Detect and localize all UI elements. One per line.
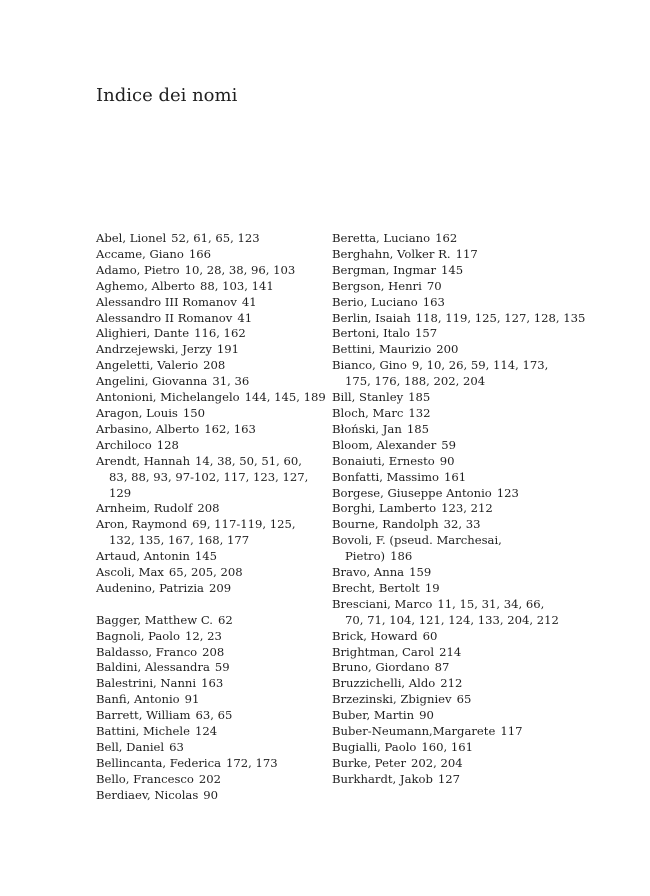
index-entry-name: Bill, Stanley — [332, 390, 404, 405]
index-column-right — [332, 231, 586, 788]
index-entry-pages: 62 — [217, 612, 233, 627]
index-entry-pages: 14, 38, 50, 51, 60, 83, 88, 93, 97-102, 117, 123, 127, 129 — [109, 453, 309, 500]
index-entry-name: Arnheim, Rudolf — [96, 501, 193, 516]
index-entry-name: Bagger, Matthew C. — [96, 612, 213, 627]
index-entry — [96, 454, 324, 502]
index-entry-name: Bravo, Anna — [332, 565, 405, 580]
index-entry-pages: 59 — [441, 437, 457, 452]
index-entry-name: Archiloco — [96, 437, 152, 452]
index-entry-name: Angelini, Giovanna — [96, 374, 208, 389]
index-entry-pages: 88, 103, 141 — [200, 278, 274, 293]
index-entry-name: Brecht, Bertolt — [332, 580, 420, 595]
index-entry — [332, 756, 564, 772]
index-entry-name: Borgese, Giuseppe Antonio — [332, 485, 492, 500]
index-entry — [96, 358, 324, 374]
index-entry-name: Brzezinski, Zbigniev — [332, 692, 452, 707]
index-entry-pages: 162 — [435, 231, 458, 245]
index-entry — [332, 470, 564, 486]
index-entry-pages: 90 — [203, 787, 219, 802]
index-entry-pages: 214 — [439, 644, 462, 659]
index-entry-name: Bello, Francesco — [96, 771, 194, 786]
index-entry-name: Angeletti, Valerio — [96, 358, 199, 373]
index-entry-name: Audenino, Patrizia — [96, 580, 204, 595]
index-entry-pages: 63 — [169, 739, 184, 754]
index-entry-name: Baldini, Alessandra — [96, 660, 210, 675]
index-entry-pages: 90 — [419, 708, 434, 723]
index-entry-pages: 150 — [182, 405, 206, 420]
index-entry — [96, 263, 324, 279]
index-entry — [332, 660, 564, 676]
index-entry-name: Aghemo, Alberto — [96, 278, 196, 293]
index-entry — [96, 724, 324, 740]
index-entry-pages: 202 — [198, 771, 222, 786]
index-entry-name: Bergson, Henri — [332, 278, 422, 293]
index-entry — [332, 501, 564, 517]
index-entry — [332, 676, 564, 692]
index-entry-pages: 65, 205, 208 — [168, 565, 243, 580]
index-entry — [96, 613, 324, 629]
index-entry-pages: 202, 204 — [411, 755, 463, 770]
index-entry-name: Bruzzichelli, Aldo — [332, 676, 436, 691]
index-entry — [332, 390, 564, 406]
index-entry-pages: 52, 61, 65, 123 — [171, 231, 260, 245]
index-entry-name: Adamo, Pietro — [96, 262, 180, 277]
index-entry-name: Brick, Howard — [332, 628, 418, 643]
index-entry-name: Berlin, Isaiah — [332, 310, 411, 325]
index-entry — [332, 486, 564, 502]
index-entry-pages: 31, 36 — [212, 374, 250, 389]
index-entry-name: Bagnoli, Paolo — [96, 628, 180, 643]
index-entry — [96, 581, 324, 597]
index-entry-pages: 163 — [201, 676, 224, 691]
index-entry-name: Banfi, Antonio — [96, 692, 180, 707]
index-entry — [96, 342, 324, 358]
index-entry — [96, 390, 324, 406]
index-entry-pages: 145 — [441, 262, 464, 277]
index-entry — [332, 724, 564, 740]
index-entry-pages: 32, 33 — [443, 517, 481, 532]
index-entry-pages: 191 — [216, 342, 240, 357]
index-entry — [332, 342, 564, 358]
index-entry-pages: 10, 28, 38, 96, 103 — [184, 262, 296, 277]
index-entry-name: Arendt, Hannah — [96, 453, 191, 468]
index-entry-pages: 41 — [237, 310, 253, 325]
index-entry-pages: 69, 117-119, 125, 132, 135, 167, 168, 177 — [109, 517, 296, 548]
index-entry-pages: 87 — [434, 660, 450, 675]
index-entry-name: Andrzejewski, Jerzy — [96, 342, 212, 357]
index-entry — [96, 549, 324, 565]
index-entry-pages: 11, 15, 31, 34, 66, 70, 71, 104, 121, 124, 133, 204, 212 — [345, 596, 559, 627]
page-title: Indice dei nomi — [96, 85, 238, 106]
index-entry-name: Alessandro II Romanov — [96, 310, 233, 325]
index-entry-pages: 208 — [197, 501, 220, 516]
index-entry — [96, 676, 324, 692]
index-entry — [96, 565, 324, 581]
index-entry-pages: 163 — [422, 294, 445, 309]
index-entry-pages: 200 — [436, 342, 459, 357]
index-entry-name: Błoński, Jan — [332, 421, 402, 436]
letter-group-gap — [96, 597, 324, 613]
index-entry-pages: 116, 162 — [194, 326, 246, 341]
index-entry — [96, 422, 324, 438]
index-entry-name: Bourne, Randolph — [332, 517, 439, 532]
index-entry-pages: 132 — [408, 405, 431, 420]
index-entry-name: Balestrini, Nanni — [96, 676, 197, 691]
index-entry-pages: 65 — [456, 692, 472, 707]
index-entry-name: Bell, Daniel — [96, 739, 165, 754]
index-entry-name: Aron, Raymond — [96, 517, 188, 532]
index-entry-pages: 208 — [203, 358, 226, 373]
index-entry — [332, 772, 564, 788]
index-entry-pages: 172, 173 — [226, 755, 278, 770]
index-entry-name: Aragon, Louis — [96, 405, 178, 420]
index-entry — [332, 565, 564, 581]
index-entry-pages: 123, 212 — [441, 501, 493, 516]
index-entry — [332, 422, 564, 438]
index-entry-name: Bettini, Maurizio — [332, 342, 432, 357]
index-entry-name: Berghahn, Volker R. — [332, 246, 451, 261]
index-entry — [332, 629, 564, 645]
index-entry-name: Bresciani, Marco — [332, 596, 433, 611]
index-entry-pages: 161 — [443, 469, 467, 484]
index-entry-pages: 208 — [202, 644, 225, 659]
index-entry-pages: 12, 23 — [184, 628, 222, 643]
index-entry-pages: 157 — [414, 326, 438, 341]
index-entry — [96, 311, 324, 327]
index-entry — [332, 454, 564, 470]
index-entry-name: Bergman, Ingmar — [332, 262, 437, 277]
index-entry — [332, 708, 564, 724]
index-entry-name: Brightman, Carol — [332, 644, 435, 659]
index-entry-name: Artaud, Antonin — [96, 549, 190, 564]
index-entry — [332, 438, 564, 454]
index-entry-name: Bonfatti, Massimo — [332, 469, 439, 484]
index-entry-name: Bianco, Gino — [332, 358, 407, 373]
index-entry — [96, 740, 324, 756]
index-entry-name: Beretta, Luciano — [332, 231, 431, 245]
index-entry — [96, 660, 324, 676]
index-entry-name: Alighieri, Dante — [96, 326, 190, 341]
index-entry-name: Bonaiuti, Ernesto — [332, 453, 435, 468]
index-entry-name: Ascoli, Max — [96, 565, 164, 580]
index-entry-pages: 70 — [426, 278, 442, 293]
index-entry — [96, 279, 324, 295]
index-entry-pages: 19 — [424, 580, 440, 595]
index-entry-name: Battini, Michele — [96, 724, 190, 739]
index-entry-pages: 117 — [500, 724, 523, 739]
index-entry-pages: 159 — [409, 565, 432, 580]
index-entry-pages: 123 — [496, 485, 519, 500]
index-entry — [332, 295, 564, 311]
index-entry-pages: 41 — [241, 294, 257, 309]
index-entry-pages: 185 — [408, 390, 431, 405]
index-entry — [332, 263, 564, 279]
index-entry-name: Bruno, Giordano — [332, 660, 430, 675]
index-entry-name: Berdiaev, Nicolas — [96, 787, 199, 802]
index-entry-pages: 127 — [437, 771, 461, 786]
index-entry — [96, 629, 324, 645]
index-entry — [96, 708, 324, 724]
index-entry-pages: 124 — [194, 724, 218, 739]
index-entry — [96, 374, 324, 390]
index-entry-pages: 166 — [188, 246, 211, 261]
index-entry-name: Bellincanta, Federica — [96, 755, 221, 770]
index-entry — [96, 772, 324, 788]
index-entry-name: Berio, Luciano — [332, 294, 418, 309]
index-entry — [332, 517, 564, 533]
index-entry — [96, 756, 324, 772]
index-entry-pages: 117 — [455, 246, 478, 261]
index-entry-name: Antonioni, Michelangelo — [96, 390, 240, 405]
index-entry — [96, 295, 324, 311]
index-entry — [96, 501, 324, 517]
index-entry — [332, 533, 564, 565]
index-entry — [332, 581, 564, 597]
index-entry — [96, 231, 324, 247]
index-entry — [332, 406, 564, 422]
index-entry-name: Burkhardt, Jakob — [332, 771, 433, 786]
index-entry — [332, 692, 564, 708]
index-entry — [96, 247, 324, 263]
index-entry — [332, 279, 564, 295]
index-entry-pages: 9, 10, 26, 59, 114, 173, 175, 176, 188, 202, 204 — [345, 358, 549, 389]
index-entry — [96, 788, 324, 804]
index-entry — [332, 247, 564, 263]
index-entry — [96, 406, 324, 422]
index-entry-name: Buber-Neumann,Margarete — [332, 724, 496, 739]
index-entry-pages: 59 — [214, 660, 230, 675]
index-entry — [96, 645, 324, 661]
index-entry-pages: 185 — [406, 421, 429, 436]
index-entry-pages: 91 — [184, 692, 200, 707]
index-entry-name: Accame, Giano — [96, 246, 184, 261]
index-entry-pages: 144, 145, 189 — [244, 390, 326, 405]
index-entry — [96, 326, 324, 342]
index-column-left — [96, 231, 324, 804]
index-entry — [96, 692, 324, 708]
index-entry-name: Arbasino, Alberto — [96, 421, 200, 436]
index-entry-name: Bloch, Marc — [332, 405, 404, 420]
index-entry-name: Bloom, Alexander — [332, 437, 437, 452]
index-entry — [332, 326, 564, 342]
index-entry-name: Barrett, William — [96, 708, 191, 723]
index-entry-pages: 160, 161 — [421, 740, 474, 754]
index-entry-pages: 212 — [440, 676, 463, 691]
index-entry — [332, 645, 564, 661]
index-entry-name: Bovoli, F. (pseud. Marchesai, Pietro) — [332, 533, 502, 564]
index-entry-pages: 145 — [194, 549, 218, 564]
index-entry-name: Alessandro III Romanov — [96, 294, 237, 309]
index-entry-pages: 162, 163 — [204, 421, 256, 436]
index-entry-pages: 63, 65 — [195, 708, 233, 723]
index-entry — [332, 597, 564, 629]
index-entry-pages: 118, 119, 125, 127, 128, 135 — [415, 310, 586, 325]
index-entry — [332, 310, 586, 327]
index-entry-pages: 90 — [439, 453, 455, 468]
index-entry — [332, 358, 564, 390]
index-entry-pages: 128 — [156, 437, 179, 452]
index-entry-name: Bertoni, Italo — [332, 326, 410, 341]
index-entry-name: Buber, Martin — [332, 708, 415, 723]
index-entry-name: Borghi, Lamberto — [332, 501, 437, 516]
index-entry-name: Bugialli, Paolo — [332, 740, 417, 754]
index-entry-name: Baldasso, Franco — [96, 644, 198, 659]
index-entry — [96, 438, 324, 454]
index-entry-name: Abel, Lionel — [96, 231, 167, 245]
index-entry — [332, 740, 564, 756]
index-entry — [332, 231, 564, 247]
index-entry-name: Burke, Peter — [332, 755, 406, 770]
index-entry — [96, 517, 324, 549]
index-entry-pages: 186 — [390, 549, 413, 564]
index-entry-pages: 60 — [422, 628, 438, 643]
index-entry-pages: 209 — [208, 580, 232, 595]
